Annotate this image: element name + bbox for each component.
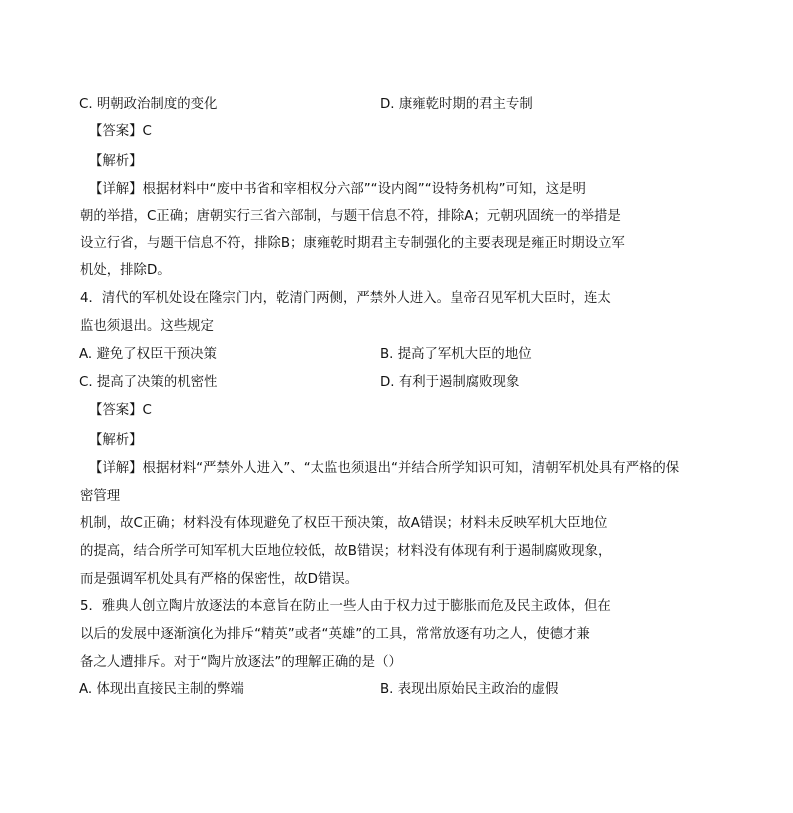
q4-option-b: B. 提高了军机大臣的地位: [380, 347, 532, 362]
q3-analysis-label: 【解析】: [89, 154, 143, 169]
q5-stem-line-2: 以后的发展中逐渐演化为排斥“精英”或者“英雄”的工具，常常放逐有功之人，使德才兼: [80, 627, 590, 642]
q3-detail-line-1: 【详解】根据材料中“废中书省和宰相权分六部”“设内阁”“设特务机构”可知，这是明: [89, 182, 586, 197]
q4-detail-line-1: 【详解】根据材料“严禁外人进入”、“太监也须退出“并结合所学知识可知，清朝军机处具有严格的保: [89, 461, 680, 476]
q4-stem-line-1: 4．清代的军机处设在隆宗门内，乾清门两侧，严禁外人进入。皇帝召见军机大臣时，连太: [80, 291, 611, 306]
q4-stem-line-2: 监也须退出。这些规定: [80, 319, 214, 334]
q4-option-c: C. 提高了决策的机密性: [79, 375, 218, 390]
q4-option-d: D. 有利于遏制腐败现象: [380, 375, 520, 390]
q4-analysis-label: 【解析】: [89, 433, 143, 448]
q5-stem-line-1: 5．雅典人创立陶片放逐法的本意旨在防止一些人由于权力过于膨胀而危及民主政体，但在: [80, 599, 611, 614]
q5-option-a: A. 体现出直接民主制的弊端: [79, 682, 244, 697]
q3-option-c: C. 明朝政治制度的变化: [79, 97, 218, 112]
q5-stem-line-3: 备之人遭排斥。对于“陶片放逐法”的理解正确的是（）: [80, 655, 402, 670]
q4-detail-line-4: 的提高，结合所学可知军机大臣地位较低，故B错误；材料没有体现有利于遏制腐败现象，: [80, 544, 612, 559]
q3-option-d: D. 康雍乾时期的君主专制: [380, 97, 533, 112]
q3-detail-line-2: 朝的举措，C正确；唐朝实行三省六部制，与题干信息不符，排除A；元朝巩固统一的举措是: [80, 209, 621, 224]
q4-detail-line-5: 而是强调军机处具有严格的保密性，故D错误。: [80, 572, 359, 587]
q3-answer: 【答案】C: [89, 124, 152, 139]
q4-option-a: A. 避免了权臣干预决策: [79, 347, 217, 362]
q3-detail-line-4: 机处，排除D。: [80, 263, 171, 278]
q4-detail-line-3: 机制，故C正确；材料没有体现避免了权臣干预决策，故A错误；材料未反映军机大臣地位: [80, 516, 608, 531]
q4-answer: 【答案】C: [89, 403, 152, 418]
q5-option-b: B. 表现出原始民主政治的虚假: [380, 682, 559, 697]
q4-detail-line-2: 密管理: [80, 489, 121, 504]
q3-detail-line-3: 设立行省，与题干信息不符，排除B；康雍乾时期君主专制强化的主要表现是雍正时期设立军: [80, 236, 625, 251]
